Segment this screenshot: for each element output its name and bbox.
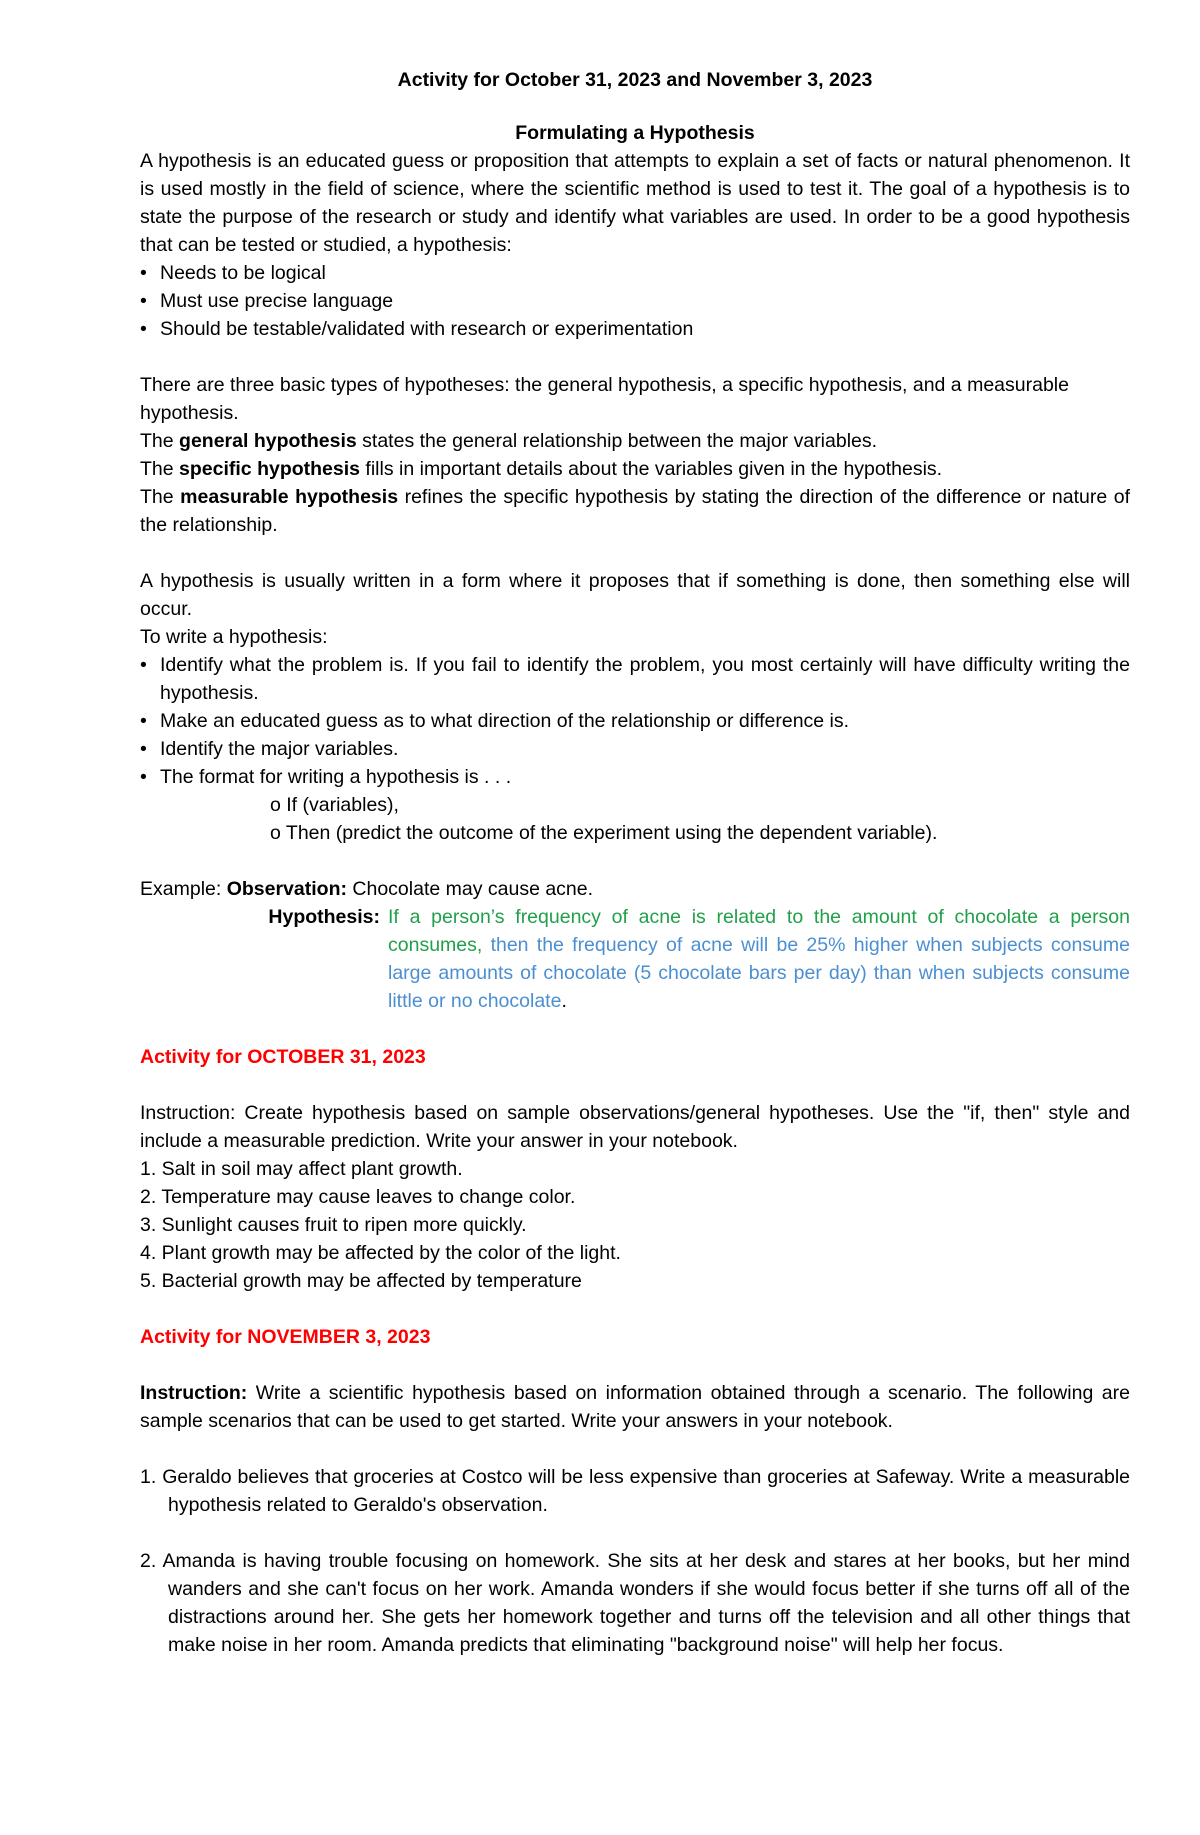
list-item: • The format for writing a hypothesis is . . .	[140, 763, 1130, 791]
specific-hypothesis-line: The specific hypothesis fills in important details about the variables given in the hypothesis.	[140, 458, 943, 480]
scenario-1: 1. Geraldo believes that groceries at Costco will be less expensive than groceries at Safeway. Write a measurable hypothesis related to Geraldo's observation.	[140, 1466, 1130, 1516]
activity-oct-instruction: Instruction: Create hypothesis based on sample observations/general hypotheses. Use the "if, then" style and include a measurable prediction. Write your answer in your notebook.	[140, 1102, 1130, 1152]
bullet-icon: •	[140, 710, 147, 732]
list-item: • Should be testable/validated with research or experimentation	[140, 315, 1130, 343]
bullet-icon: •	[140, 262, 147, 284]
list-item: 3. Sunlight causes fruit to ripen more quickly.	[140, 1214, 527, 1236]
bullet-icon: •	[140, 290, 147, 312]
intro-paragraph: A hypothesis is an educated guess or proposition that attempts to explain a set of facts or natural phenomenon. It is used mostly in the field of science, where the scientific method is used to test it. The goal of a hypothesis is to state the purpose of the research or study and identify what variables are used. In order to be a good hypothesis that can be tested or studied, a hypothesis:	[140, 150, 1130, 256]
bullet-icon: •	[140, 738, 147, 760]
to-write-label: To write a hypothesis:	[140, 626, 328, 648]
activity-nov-instruction: Instruction: Write a scientific hypothesis based on information obtained through a scenario. The following are sample scenarios that can be used to get started. Write your answers in your notebook.	[140, 1382, 1130, 1432]
hypothesis-text: If a person’s frequency of acne is related to the amount of chocolate a person consumes, then the frequency of acne will be 25% higher when subjects consume large amounts of chocolate (5 chocolate bars per day) than when subjects consume little or no chocolate.	[388, 906, 1130, 1012]
list-item: 4. Plant growth may be affected by the color of the light.	[140, 1242, 621, 1264]
section-title: Formulating a Hypothesis	[515, 122, 755, 144]
list-item: 1. Salt in soil may affect plant growth.	[140, 1158, 463, 1180]
example-observation: Example: Observation: Chocolate may cause acne.	[140, 878, 594, 900]
activity-nov-heading: Activity for NOVEMBER 3, 2023	[140, 1326, 431, 1348]
page-title: Activity for October 31, 2023 and November 3, 2023	[397, 69, 873, 91]
scenario-2: 2. Amanda is having trouble focusing on homework. She sits at her desk and stares at her books, but her mind wanders and she can't focus on her work. Amanda wonders if she would focus better if she turns off all of the distractions around her. She gets her homework together and turns off the television and all other things that make noise in her room. Amanda predicts that eliminating "background noise" will help her focus.	[140, 1550, 1130, 1656]
list-item: • Needs to be logical	[140, 259, 1130, 287]
hypothesis-label: Hypothesis:	[268, 906, 380, 928]
sub-list-item: o Then (predict the outcome of the experiment using the dependent variable).	[270, 822, 938, 844]
list-item: • Must use precise language	[140, 287, 1130, 315]
form-paragraph: A hypothesis is usually written in a form where it proposes that if something is done, then something else will occur.	[140, 570, 1130, 620]
list-item: • Identify what the problem is. If you fail to identify the problem, you most certainly will have difficulty writing the hypothesis.	[140, 651, 1130, 707]
example-hypothesis	[140, 903, 1130, 1015]
sub-list-item: o If (variables),	[270, 794, 399, 816]
list-item: • Make an educated guess as to what direction of the relationship or difference is.	[140, 707, 1130, 735]
activity-oct-heading: Activity for OCTOBER 31, 2023	[140, 1046, 426, 1068]
general-hypothesis-line: The general hypothesis states the general relationship between the major variables.	[140, 430, 878, 452]
list-item: 5. Bacterial growth may be affected by temperature	[140, 1270, 582, 1292]
list-item: 2. Temperature may cause leaves to change color.	[140, 1186, 576, 1208]
document-page	[140, 66, 1130, 1659]
bullet-icon: •	[140, 766, 147, 788]
measurable-hypothesis-line: The measurable hypothesis refines the specific hypothesis by stating the direction of the difference or nature of the relationship.	[140, 486, 1131, 536]
bullet-icon: •	[140, 318, 147, 340]
types-intro: There are three basic types of hypotheses: the general hypothesis, a specific hypothesis, and a measurable hypothesis.	[140, 374, 1069, 424]
list-item: • Identify the major variables.	[140, 735, 1130, 763]
bullet-icon: •	[140, 654, 147, 676]
